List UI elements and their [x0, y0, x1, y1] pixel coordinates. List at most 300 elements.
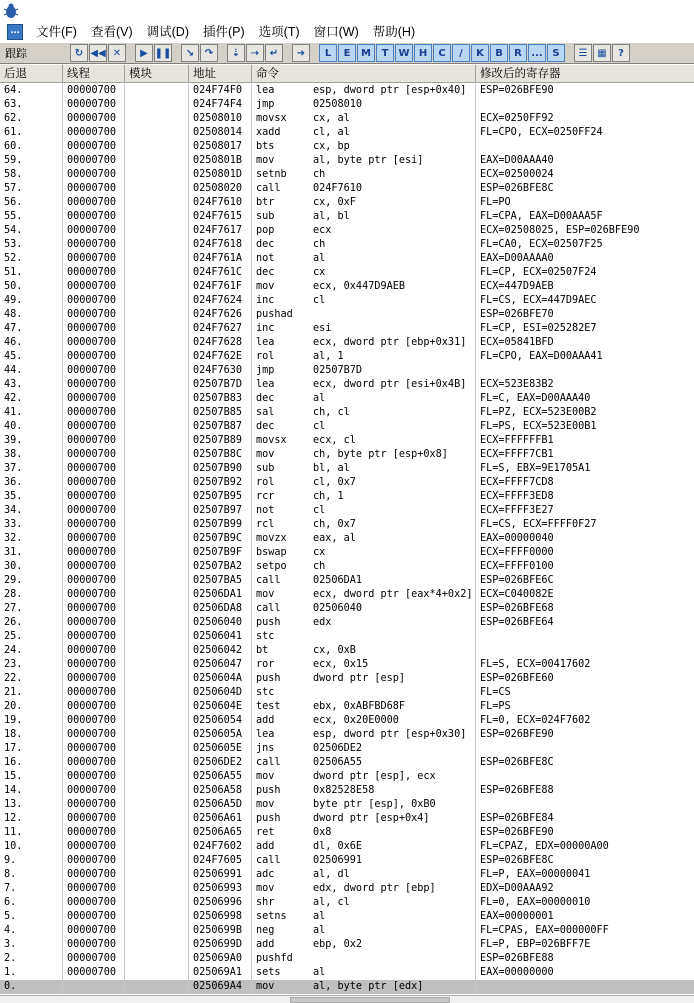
command-cell [252, 252, 476, 266]
table-row[interactable] [0, 532, 694, 546]
thread-cell: 00000700 [63, 616, 125, 630]
table-row[interactable] [0, 112, 694, 126]
address-cell: 024F74F0 [189, 84, 252, 98]
thread-cell: 00000700 [63, 924, 125, 938]
window-button-b[interactable]: B [490, 44, 508, 62]
module-cell [125, 434, 189, 448]
registers-cell: ESP=026BFE6C [480, 575, 554, 586]
back-cell: 28. [0, 588, 63, 602]
mnemonic: jmp [256, 99, 275, 110]
command-cell [252, 308, 476, 322]
command-cell [252, 840, 476, 854]
table-row[interactable] [0, 546, 694, 560]
window-menu-icon[interactable]: … [7, 24, 23, 40]
command-cell [252, 826, 476, 840]
module-cell [125, 406, 189, 420]
table-row[interactable] [0, 490, 694, 504]
trace-over-icon[interactable]: ⇢ [246, 44, 264, 62]
window-button-l[interactable]: L [319, 44, 337, 62]
mnemonic: rcl [256, 519, 275, 530]
mnemonic: lea [256, 337, 275, 348]
command-cell [252, 112, 476, 126]
table-row[interactable] [0, 322, 694, 336]
module-cell [125, 294, 189, 308]
registers-cell: ECX=FFFF3E27 [480, 505, 554, 516]
registers-cell: EAX=00000001 [480, 911, 554, 922]
command-cell [252, 546, 476, 560]
table-row[interactable] [0, 560, 694, 574]
col-modified-registers[interactable]: 修改后的寄存器 [480, 66, 561, 80]
window-button-r[interactable]: R [509, 44, 527, 62]
window-button-m[interactable]: M [357, 44, 375, 62]
operands: al [313, 911, 326, 922]
operands: dword ptr [esp], ecx [313, 771, 436, 782]
table-row[interactable] [0, 966, 694, 980]
registers-cell: FL=CP, ECX=02507F24 [480, 267, 597, 278]
operands: ch, cl [313, 407, 350, 418]
address-cell: 02506054 [189, 714, 252, 728]
module-cell [125, 672, 189, 686]
registers-cell: ECX=FFFF3ED8 [480, 491, 554, 502]
mnemonic: setnb [256, 169, 287, 180]
command-cell [252, 420, 476, 434]
run-icon[interactable]: ▶ [135, 44, 153, 62]
step-over-icon[interactable]: ↷ [200, 44, 218, 62]
table-row[interactable] [0, 868, 694, 882]
back-cell: 56. [0, 196, 63, 210]
table-row[interactable] [0, 266, 694, 280]
goto-icon[interactable]: ➜ [292, 44, 310, 62]
command-cell [252, 756, 476, 770]
registers-cell: FL=PO [480, 197, 511, 208]
table-row[interactable] [0, 602, 694, 616]
mnemonic: btr [256, 197, 275, 208]
table-row[interactable] [0, 784, 694, 798]
operands: esp, dword ptr [esp+0x40] [313, 85, 467, 96]
module-cell [125, 588, 189, 602]
thread-cell: 00000700 [63, 224, 125, 238]
table-row[interactable] [0, 98, 694, 112]
table-row[interactable] [0, 392, 694, 406]
registers-cell: ECX=FFFF7CD8 [480, 477, 554, 488]
execute-till-return-icon[interactable]: ↵ [265, 44, 283, 62]
command-cell [252, 714, 476, 728]
table-row[interactable] [0, 350, 694, 364]
operands: cx, 0xB [313, 645, 356, 656]
address-cell: 024F7627 [189, 322, 252, 336]
table-row[interactable] [0, 672, 694, 686]
table-row[interactable] [0, 644, 694, 658]
thread-cell: 00000700 [63, 294, 125, 308]
thread-cell: 00000700 [63, 868, 125, 882]
table-row[interactable] [0, 378, 694, 392]
table-row[interactable] [0, 854, 694, 868]
registers-cell: ECX=05841BFD [480, 337, 554, 348]
back-cell: 14. [0, 784, 63, 798]
mnemonic: push [256, 673, 281, 684]
back-cell: 39. [0, 434, 63, 448]
address-cell: 024F7630 [189, 364, 252, 378]
mnemonic: stc [256, 687, 275, 698]
operands: ecx [313, 225, 332, 236]
registers-cell: EAX=00000000 [480, 967, 554, 978]
mnemonic: ret [256, 827, 275, 838]
command-cell [252, 854, 476, 868]
registers-cell [476, 770, 694, 784]
registers-cell: FL=CPAS, EAX=000000FF [480, 925, 609, 936]
table-row[interactable] [0, 896, 694, 910]
thread-cell: 00000700 [63, 770, 125, 784]
mnemonic: mov [256, 981, 275, 992]
mnemonic: ror [256, 659, 275, 670]
command-cell [252, 938, 476, 952]
back-cell: 20. [0, 700, 63, 714]
module-cell [125, 812, 189, 826]
menu-file[interactable]: 文件(F) [36, 25, 77, 39]
operands: ecx, 0x447D9AEB [313, 281, 406, 292]
command-cell [252, 140, 476, 154]
command-cell [252, 280, 476, 294]
address-cell: 02506A65 [189, 826, 252, 840]
operands: al, byte ptr [esi] [313, 155, 424, 166]
mnemonic: mov [256, 883, 275, 894]
table-row[interactable] [0, 238, 694, 252]
thread-cell: 00000700 [63, 700, 125, 714]
table-row[interactable] [0, 700, 694, 714]
thread-cell: 00000700 [63, 84, 125, 98]
back-cell: 29. [0, 574, 63, 588]
table-row[interactable] [0, 140, 694, 154]
address-cell: 02506DE2 [189, 756, 252, 770]
registers-cell: ECX=FFFFFFB1 [480, 435, 554, 446]
table-row[interactable] [0, 168, 694, 182]
table-row[interactable] [0, 756, 694, 770]
table-row[interactable] [0, 980, 694, 994]
command-cell [252, 868, 476, 882]
table-row[interactable] [0, 336, 694, 350]
back-cell: 10. [0, 840, 63, 854]
window-button-t[interactable]: T [376, 44, 394, 62]
command-cell [252, 966, 476, 980]
back-cell: 34. [0, 504, 63, 518]
thread-cell: 00000700 [63, 728, 125, 742]
table-row[interactable] [0, 686, 694, 700]
mnemonic: mov [256, 589, 275, 600]
back-cell: 42. [0, 392, 63, 406]
address-cell: 02507B99 [189, 518, 252, 532]
thread-cell: 00000700 [63, 686, 125, 700]
table-row[interactable] [0, 308, 694, 322]
table-row[interactable] [0, 728, 694, 742]
col-back[interactable]: 后退 [0, 65, 63, 83]
trace-window-label: 跟踪 [5, 47, 27, 60]
command-cell [252, 700, 476, 714]
module-cell [125, 630, 189, 644]
module-cell [125, 966, 189, 980]
thread-cell: 00000700 [63, 672, 125, 686]
thread-cell: 00000700 [63, 938, 125, 952]
operands: bl, al [313, 463, 350, 474]
mnemonic: setns [256, 911, 287, 922]
operands: cx [313, 267, 326, 278]
table-row[interactable] [0, 714, 694, 728]
registers-cell [476, 980, 694, 994]
menu-help[interactable]: 帮助(H) [372, 25, 416, 39]
trace-table-body [0, 84, 694, 994]
registers-cell: FL=CPO, ECX=0250FF24 [480, 127, 603, 138]
module-cell [125, 182, 189, 196]
address-cell: 025069A1 [189, 966, 252, 980]
grid-icon[interactable]: ▦ [593, 44, 611, 62]
table-row[interactable] [0, 84, 694, 98]
table-row[interactable] [0, 448, 694, 462]
table-row[interactable] [0, 882, 694, 896]
table-row[interactable] [0, 434, 694, 448]
table-row[interactable] [0, 210, 694, 224]
table-row[interactable] [0, 196, 694, 210]
close-icon[interactable]: ✕ [108, 44, 126, 62]
module-cell [125, 714, 189, 728]
table-row[interactable] [0, 126, 694, 140]
address-cell: 024F7628 [189, 336, 252, 350]
operands: ecx, dword ptr [eax*4+0x2] [313, 589, 473, 600]
pause-icon[interactable]: ❚❚ [154, 44, 172, 62]
address-cell: 02506A58 [189, 784, 252, 798]
mnemonic: mov [256, 771, 275, 782]
thread-cell: 00000700 [63, 322, 125, 336]
registers-cell [476, 364, 694, 378]
menu-debug[interactable]: 调试(D) [146, 25, 189, 39]
table-row[interactable] [0, 252, 694, 266]
back-cell: 41. [0, 406, 63, 420]
address-cell: 02507B85 [189, 406, 252, 420]
table-row[interactable] [0, 280, 694, 294]
address-cell: 024F7618 [189, 238, 252, 252]
mnemonic: movzx [256, 533, 287, 544]
back-cell: 54. [0, 224, 63, 238]
thread-cell: 00000700 [63, 490, 125, 504]
table-row[interactable] [0, 154, 694, 168]
table-row[interactable] [0, 742, 694, 756]
back-cell: 63. [0, 98, 63, 112]
command-cell [252, 266, 476, 280]
address-cell: 024F74F4 [189, 98, 252, 112]
thread-cell: 00000700 [63, 742, 125, 756]
address-cell: 02507B95 [189, 490, 252, 504]
registers-cell: ECX=FFFF7CB1 [480, 449, 554, 460]
back-cell: 30. [0, 560, 63, 574]
address-cell: 02506998 [189, 910, 252, 924]
back-cell: 8. [0, 868, 63, 882]
operands: 02506A55 [313, 757, 363, 768]
window-button-s[interactable]: S [547, 44, 565, 62]
back-cell: 9. [0, 854, 63, 868]
address-cell: 02507B89 [189, 434, 252, 448]
back-cell: 49. [0, 294, 63, 308]
registers-cell: ECX=447D9AEB [480, 281, 554, 292]
address-cell: 02506042 [189, 644, 252, 658]
table-row[interactable] [0, 770, 694, 784]
thread-cell: 00000700 [63, 336, 125, 350]
module-cell [125, 210, 189, 224]
command-cell [252, 168, 476, 182]
col-address[interactable]: 地址 [189, 65, 252, 83]
command-cell [252, 588, 476, 602]
command-cell [252, 364, 476, 378]
address-cell: 02506A55 [189, 770, 252, 784]
window-button-c[interactable]: C [433, 44, 451, 62]
registers-cell: FL=CP, ESI=025282E7 [480, 323, 597, 334]
window-button-e[interactable]: E [338, 44, 356, 62]
thread-cell: 00000700 [63, 798, 125, 812]
thread-cell: 00000700 [63, 350, 125, 364]
mnemonic: dec [256, 267, 275, 278]
module-cell [125, 910, 189, 924]
thread-cell: 00000700 [63, 210, 125, 224]
thread-cell: 00000700 [63, 658, 125, 672]
back-cell: 22. [0, 672, 63, 686]
menu-view[interactable]: 查看(V) [90, 25, 133, 39]
col-command[interactable]: 命令 [252, 65, 476, 83]
address-cell: 0250604A [189, 672, 252, 686]
registers-cell: ECX=0250FF92 [480, 113, 554, 124]
back-cell: 46. [0, 336, 63, 350]
thread-cell: 00000700 [63, 448, 125, 462]
back-cell: 25. [0, 630, 63, 644]
table-row[interactable] [0, 616, 694, 630]
address-cell: 02507BA2 [189, 560, 252, 574]
registers-cell: FL=0, EAX=00000010 [480, 897, 591, 908]
command-cell [252, 378, 476, 392]
rewind-icon[interactable]: ◀◀ [89, 44, 107, 62]
open-icon[interactable]: ↻ [70, 44, 88, 62]
registers-cell: FL=S, ECX=00417602 [480, 659, 591, 670]
table-row[interactable] [0, 630, 694, 644]
col-thread[interactable]: 线程 [63, 65, 125, 83]
table-row[interactable] [0, 952, 694, 966]
mnemonic: mov [256, 281, 275, 292]
table-row[interactable] [0, 910, 694, 924]
address-cell: 024F7605 [189, 854, 252, 868]
table-row[interactable] [0, 798, 694, 812]
address-cell: 024F761A [189, 252, 252, 266]
registers-cell: ECX=C040082E [480, 589, 554, 600]
operands: 02506991 [313, 855, 363, 866]
table-row[interactable] [0, 420, 694, 434]
title-bar [0, 0, 694, 22]
command-cell [252, 952, 476, 966]
table-row[interactable] [0, 826, 694, 840]
module-cell [125, 84, 189, 98]
col-module[interactable]: 模块 [125, 65, 189, 83]
module-cell [125, 126, 189, 140]
scrollbar-thumb[interactable] [290, 997, 450, 1003]
mnemonic: rol [256, 351, 275, 362]
table-row[interactable] [0, 658, 694, 672]
table-row[interactable] [0, 938, 694, 952]
table-row[interactable] [0, 840, 694, 854]
mnemonic: lea [256, 85, 275, 96]
step-into-icon[interactable]: ↘ [181, 44, 199, 62]
menu-window[interactable]: 窗口(W) [313, 25, 359, 39]
module-cell [125, 140, 189, 154]
operands: al, bl [313, 211, 350, 222]
mnemonic: bswap [256, 547, 287, 558]
module-cell [125, 952, 189, 966]
command-cell [252, 224, 476, 238]
thread-cell: 00000700 [63, 910, 125, 924]
mnemonic: movsx [256, 113, 287, 124]
thread-cell: 00000700 [63, 308, 125, 322]
table-row[interactable] [0, 462, 694, 476]
operands: esi [313, 323, 332, 334]
trace-into-icon[interactable]: ⇣ [227, 44, 245, 62]
table-row[interactable] [0, 924, 694, 938]
table-row[interactable] [0, 518, 694, 532]
registers-cell: FL=CPA, EAX=D00AAA5F [480, 211, 603, 222]
thread-cell: 00000700 [63, 476, 125, 490]
operands: cl [313, 295, 326, 306]
module-cell [125, 742, 189, 756]
address-cell: 024F761C [189, 266, 252, 280]
window-button-w[interactable]: W [395, 44, 413, 62]
mnemonic: sub [256, 211, 275, 222]
address-cell: 024F7610 [189, 196, 252, 210]
mnemonic: push [256, 785, 281, 796]
table-row[interactable] [0, 406, 694, 420]
module-cell [125, 448, 189, 462]
table-row[interactable] [0, 294, 694, 308]
horizontal-scrollbar[interactable] [0, 995, 694, 1003]
address-cell: 0250801D [189, 168, 252, 182]
table-row[interactable] [0, 588, 694, 602]
mnemonic: not [256, 505, 275, 516]
table-row[interactable] [0, 476, 694, 490]
operands: ecx, cl [313, 435, 356, 446]
operands: ecx, 0x15 [313, 659, 369, 670]
thread-cell: 00000700 [63, 406, 125, 420]
table-row[interactable] [0, 504, 694, 518]
command-cell [252, 154, 476, 168]
address-cell: 02508010 [189, 112, 252, 126]
operands: eax, al [313, 533, 356, 544]
list-icon[interactable]: ☰ [574, 44, 592, 62]
table-row[interactable] [0, 574, 694, 588]
table-row[interactable] [0, 812, 694, 826]
address-cell: 02508020 [189, 182, 252, 196]
address-cell: 024F7615 [189, 210, 252, 224]
window-button-k[interactable]: K [471, 44, 489, 62]
window-button-h[interactable]: H [414, 44, 432, 62]
window-button-slash[interactable]: / [452, 44, 470, 62]
back-cell: 57. [0, 182, 63, 196]
registers-cell: FL=CPO, EAX=D00AAA41 [480, 351, 603, 362]
module-cell [125, 252, 189, 266]
mnemonic: add [256, 841, 275, 852]
back-cell: 4. [0, 924, 63, 938]
registers-cell: FL=S, EBX=9E1705A1 [480, 463, 591, 474]
table-row[interactable] [0, 182, 694, 196]
mnemonic: call [256, 757, 281, 768]
thread-cell: 00000700 [63, 602, 125, 616]
window-button-ellipsis[interactable]: ... [528, 44, 546, 62]
help-icon[interactable]: ? [612, 44, 630, 62]
menu-plugins[interactable]: 插件(P) [203, 25, 245, 39]
table-row[interactable] [0, 224, 694, 238]
address-cell: 024F761F [189, 280, 252, 294]
table-row[interactable] [0, 364, 694, 378]
menu-options[interactable]: 选项(T) [258, 25, 300, 39]
